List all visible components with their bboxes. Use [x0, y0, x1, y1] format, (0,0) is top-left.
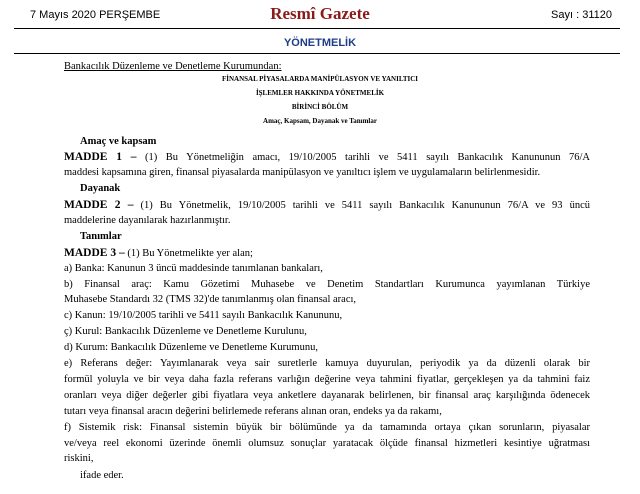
definition-b-text-1: b) Finansal araç: Kamu Gözetimi Muhasebe ve Denetim Standartları Kurumunca yayımlanan Türkiye — [64, 279, 590, 290]
definition-f-line-2 — [64, 438, 590, 449]
issue-date: 7 Mayıs 2020 PERŞEMBE — [30, 9, 161, 21]
section-title: YÖNETMELİK — [283, 37, 357, 49]
regulation-title-1: FİNANSAL PİYASALARDA MANİPÜLASYON VE YANILTICI — [221, 75, 419, 83]
regulation-title-2: İŞLEMLER HAKKINDA YÖNETMELİK — [255, 89, 385, 97]
definition-e-text-2: formül yoluyla ve bir veya daha fazla referans varlığın değerine veya tahmini fiyatlar, gerçekleşen ya da tahmini faiz — [64, 374, 590, 385]
header-divider — [14, 28, 620, 29]
definition-d: d) Kurum: Bankacılık Düzenleme ve Denetleme Kurumunu, — [64, 342, 318, 353]
dayanak-heading: Dayanak — [80, 183, 121, 194]
definition-f-text-2: ve/veya reel ekonomi üzerinde önemli olumsuz sonuçlar yaratacak ölçüde finansal hizmetleri kesintiye uğratması — [64, 438, 590, 449]
issue-number: Sayı : 31120 — [551, 9, 612, 21]
definition-e-text-4: tutarı veya finansal aracın değerini belirlemede referans alınan oran, endeks ya da rakamı, — [64, 406, 442, 417]
definition-c: c) Kanun: 19/10/2005 tarihli ve 5411 sayılı Bankacılık Kanununu, — [64, 310, 343, 321]
definition-e-line-2 — [64, 374, 590, 385]
section-divider — [14, 53, 620, 54]
institution-line: Bankacılık Düzenleme ve Denetleme Kurumundan: — [64, 61, 282, 72]
madde-1-label: MADDE 1 – — [64, 151, 137, 163]
chapter-title: BİRİNCİ BÖLÜM — [291, 103, 349, 111]
definition-f-line-1 — [64, 422, 590, 433]
definition-cc: ç) Kurul: Bankacılık Düzenleme ve Denetleme Kurulunu, — [64, 326, 307, 337]
definition-e-line-3 — [64, 390, 590, 401]
madde-2-text-1: (1) Bu Yönetmelik, 19/10/2005 tarihli ve 5411 sayılı Bankacılık Kanununun 76/A ve 93 üncü — [140, 200, 590, 211]
madde-3-line — [64, 247, 253, 259]
gazette-title: Resmî Gazete — [270, 4, 370, 23]
definition-e-line-1 — [64, 358, 590, 369]
chapter-subtitle: Amaç, Kapsam, Dayanak ve Tanımlar — [263, 117, 377, 125]
definition-b-text-2: Muhasebe Standardı 32 (TMS 32)'de tanımlanmış olan finansal aracı, — [64, 294, 357, 305]
madde-2-text-2: maddelerine dayanılarak hazırlanmıştır. — [64, 215, 231, 226]
madde-3-intro: (1) Bu Yönetmelikte yer alan; — [127, 248, 253, 259]
definition-f-text-3: riskini, — [64, 453, 94, 464]
madde-1-text-2: maddesi kapsamına giren, finansal piyasalarda manipülasyon ve yanıltıcı işlem ve uygulamaların belirlenmesidir. — [64, 167, 541, 178]
madde-2-label: MADDE 2 – — [64, 199, 134, 211]
madde-1-text-1: (1) Bu Yönetmeliğin amacı, 19/10/2005 tarihli ve 5411 sayılı Bankacılık Kanununun 76/A — [145, 152, 590, 163]
madde-1-line-1 — [64, 151, 590, 163]
definition-f-text-1: f) Sistemik risk: Finansal sistemin büyük bir bölümünde ya da tamamında ortaya çıkan sorunların, piyasalar — [64, 422, 590, 433]
definition-e-text-1: e) Referans değer: Yayımlanarak veya sair suretlerle kamuya duyurulan, periyodik ya da düzenli olarak bir — [64, 358, 590, 369]
amac-heading: Amaç ve kapsam — [80, 136, 157, 147]
madde-2-line-1 — [64, 199, 590, 211]
definition-e-text-3: oranları veya diğer değerler gibi fiyatlara veya anketlere dayanarak belirlenen, bir finansal araç karşılığında ödenecek — [64, 390, 590, 401]
tanimlar-heading: Tanımlar — [80, 231, 122, 242]
closing-text: ifade eder. — [80, 470, 124, 481]
definition-a: a) Banka: Kanunun 3 üncü maddesinde tanımlanan bankaları, — [64, 263, 323, 274]
madde-3-label: MADDE 3 – — [64, 247, 125, 259]
definition-b-line-1 — [64, 279, 590, 290]
